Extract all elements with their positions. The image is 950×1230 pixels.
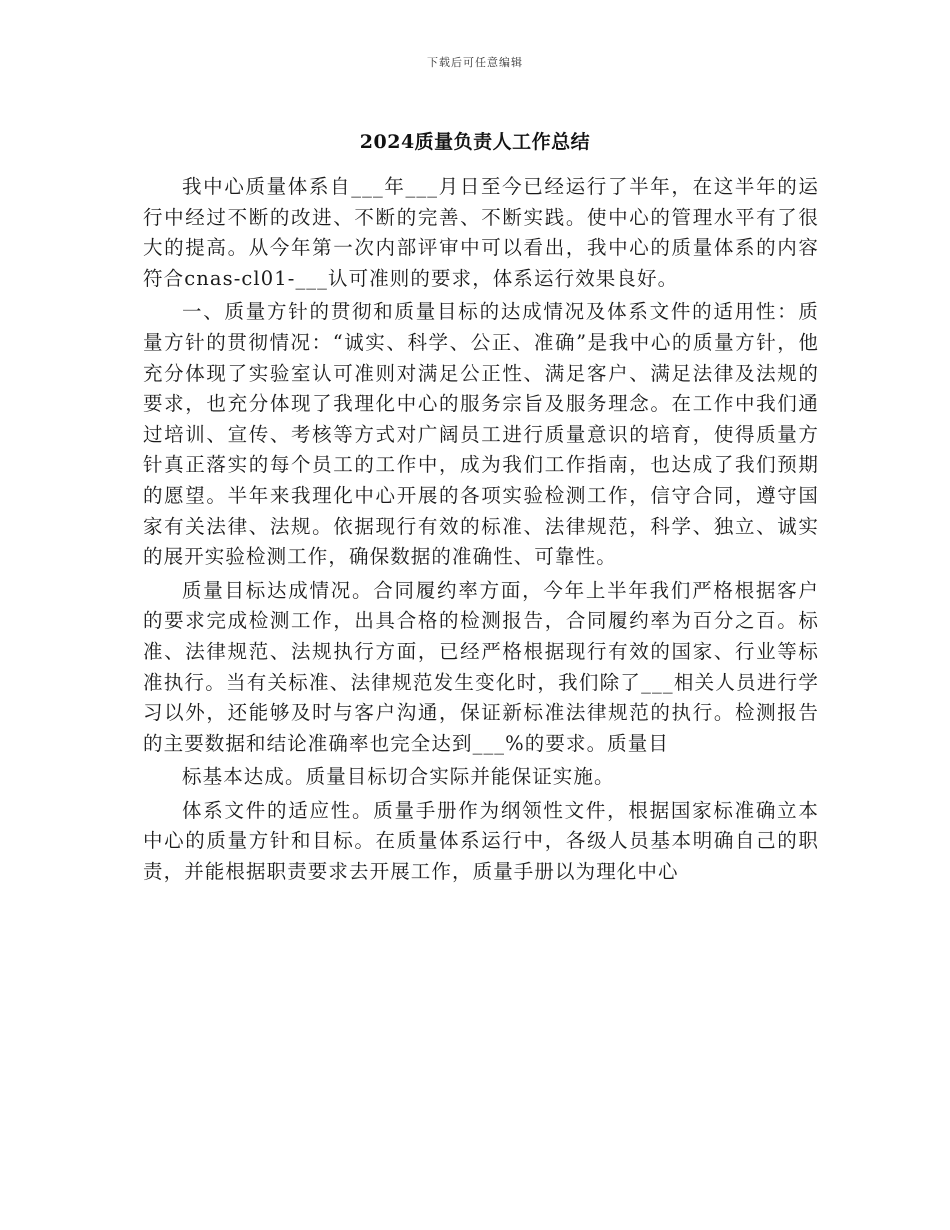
- paragraph-quality-objectives: 质量目标达成情况。合同履约率方面，今年上半年我们严格根据客户的要求完成检测工作，出具合格的检测报告，合同履约率为百分之百。标准、法律规范、法规执行方面，已经严格根据现行有效的国家、行业等标准执行。当有关标准、法律规范发生变化时，我们除了___相关人员进行学习以外，还能够及时与客户沟通，保证新标准法律规范的执行。检测报告的主要数据和结论准确率也完全达到___%的要求。质量目: [143, 578, 819, 755]
- paragraph-objectives-achieved: 标基本达成。质量目标切合实际并能保证实施。: [182, 765, 615, 789]
- paragraph-system-documents: 体系文件的适应性。质量手册作为纲领性文件，根据国家标准确立本中心的质量方针和目标。在质量体系运行中，各级人员基本明确自己的职责，并能根据职责要求去开展工作，质量手册以为理化中心: [143, 798, 819, 884]
- document-body: [143, 172, 819, 891]
- paragraph-quality-policy: 一、质量方针的贯彻和质量目标的达成情况及体系文件的适用性：质量方针的贯彻情况：“诚实、科学、公正、准确”是我中心的质量方针，他充分体现了实验室认可准则对满足公正性、满足客户、满足法律及法规的要求，也充分体现了我理化中心的服务宗旨及服务理念。在工作中我们通过培训、宣传、考核等方式对广阔员工进行质量意识的培育，使得质量方针真正落实的每个员工的工作中，成为我们工作指南，也达成了我们预期的愿望。半年来我理化中心开展的各项实验检测工作，信守合同，遵守国家有关法律、法规。依据现行有效的标准、法律规范，科学、独立、诚实的展开实验检测工作，确保数据的准确性、可靠性。: [143, 300, 819, 569]
- document-title: 2024质量负责人工作总结: [359, 131, 591, 153]
- header-note: 下载后可任意编辑: [427, 56, 523, 69]
- paragraph-intro: 我中心质量体系自___年___月日至今已经运行了半年，在这半年的运行中经过不断的改进、不断的完善、不断实践。使中心的管理水平有了很大的提高。从今年第一次内部评审中可以看出，我中心的质量体系的内容符合cnas-cl01-___认可准则的要求，体系运行效果良好。: [143, 175, 819, 290]
